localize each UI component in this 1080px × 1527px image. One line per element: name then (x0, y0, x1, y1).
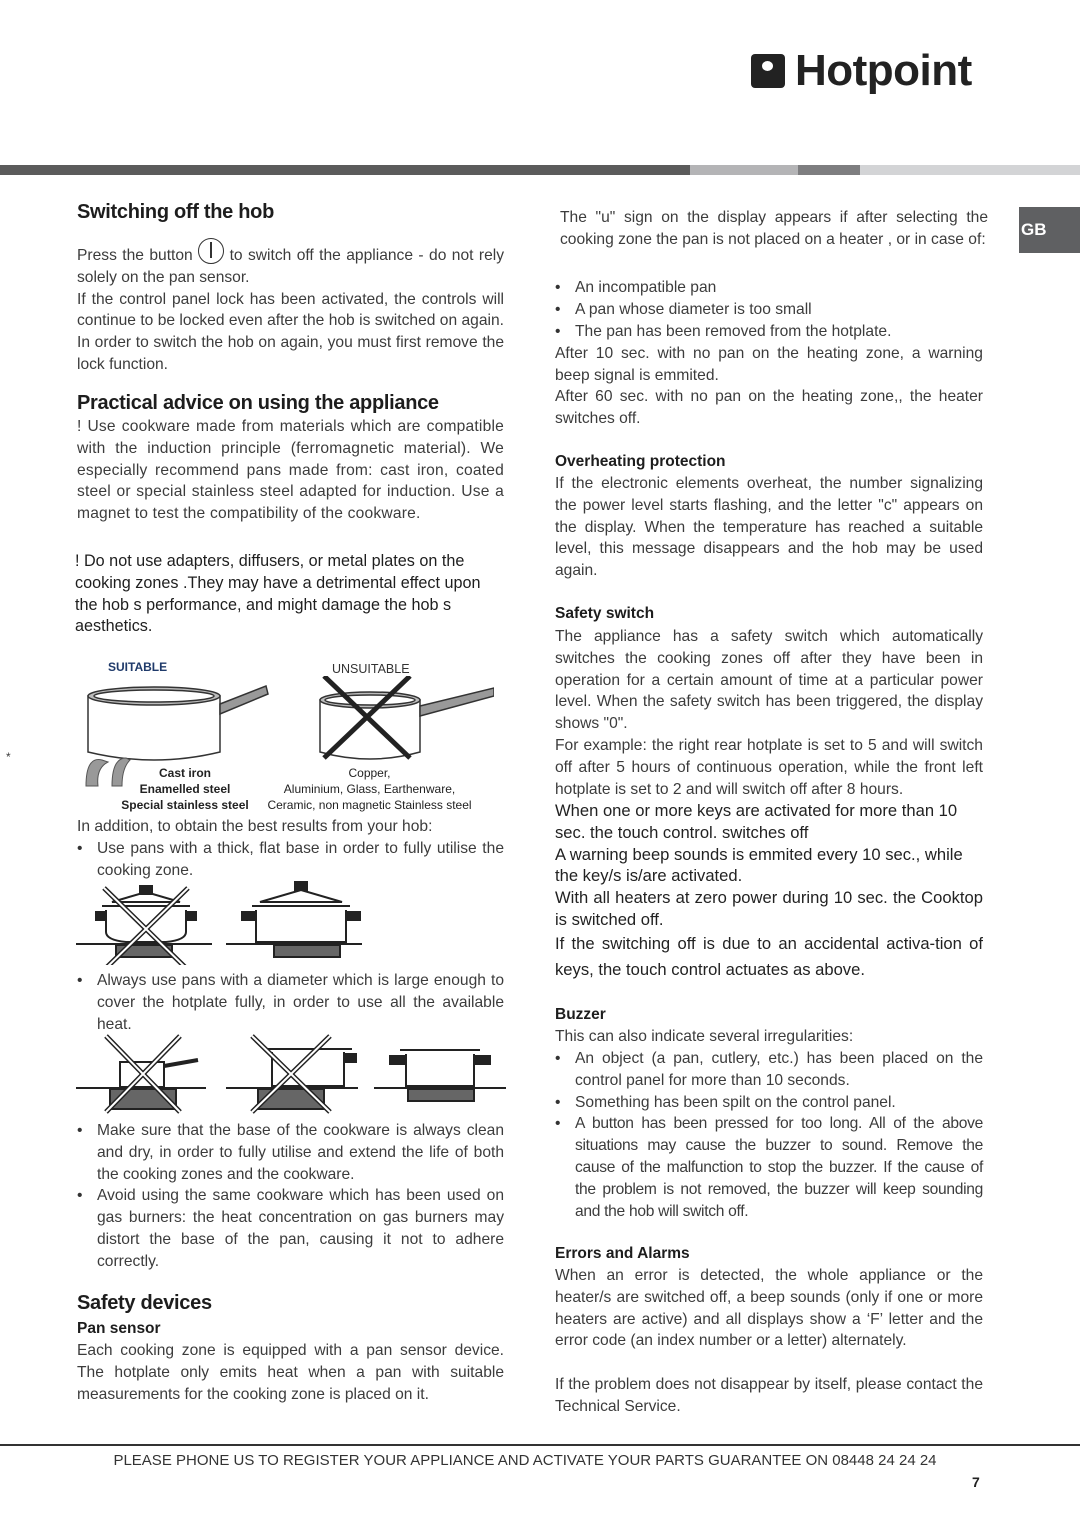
list-item: • A pan whose diameter is too small (555, 299, 983, 321)
list-item: • The pan has been removed from the hotplate. (555, 321, 983, 343)
header-bar-mid (798, 165, 860, 175)
list-item: • Avoid using the same cookware which has been used on gas burners: the heat concentration on gas burners may distort the base of the pan, causing it not to adhere correctly. (77, 1185, 504, 1272)
heading-switching-off: Switching off the hob (77, 201, 275, 223)
lock-text: If the control panel lock has been activated, the controls will continue to be locked even after the hob is switched on again. In order to switch the hob on again, you must first remove the lock function. (77, 290, 504, 373)
heading-safety-switch: Safety switch (555, 605, 655, 622)
keys-text-4: If the switching off is due to an accidental activa-tion of keys, the touch control actuates as above. (555, 933, 983, 979)
list-item: • An object (a pan, cutlery, etc.) has been placed on the control panel for more than 10 seconds. (555, 1048, 983, 1092)
heading-practical-advice: Practical advice on using the appliance (77, 392, 439, 414)
advice-para-1: ! Use cookware made from materials which are compatible with the induction principle (ferromagnetic material). We especially recommend pans made from: cast iron, coated steel or special stainless steel adapted for induction. Use a magnet to test the compatibility of the cookware. (77, 418, 504, 523)
page-number: 7 (972, 1474, 980, 1490)
errors-text: When an error is detected, the whole appliance or the heater/s are switched off, a beep sounds (only if one or more heaters are active) and all displays show a ‘F’ letter and the error code (an index number or a letter) alternately. (555, 1267, 983, 1350)
material: Aluminium, Glass, Earthenware, (283, 782, 456, 796)
hotpoint-logo (751, 46, 972, 96)
asterisk: * (6, 750, 11, 764)
material: Enamelled steel (139, 782, 231, 796)
material: Copper, (348, 766, 391, 780)
overheat-text: If the electronic elements overheat, the number signalizing the power level starts flashing, and the letter "c" appears on the display. When the temperature has reached a suitable level, this message disappears and the hob may be used again. (555, 475, 983, 580)
switch-text-b: to switch off the appliance - do not rely solely on the pan sensor. (77, 247, 505, 286)
unsuitable-label: UNSUITABLE (332, 662, 410, 676)
header-bar-dark (0, 165, 690, 175)
heading-errors-alarms: Errors and Alarms (555, 1245, 690, 1262)
addition-text: In addition, to obtain the best results from your hob: (77, 818, 433, 835)
pan-sensor-text: Each cooking zone is equipped with a pan sensor device. The hotplate only emits heat when a pan with suitable measurements for the cooking zone is placed on it. (77, 1342, 504, 1403)
advice-para-2: ! Do not use adapters, diffusers, or metal plates on the cooking zones .They may have a detrimental effect upon the hob s performance, and might damage the hob s aesthetics. (75, 552, 481, 636)
suitable-label: SUITABLE (108, 660, 168, 674)
material: Special stainless steel (121, 798, 249, 812)
switch-text-a: Press the button (77, 247, 193, 264)
list-item: • Something has been spilt on the control panel. (555, 1092, 983, 1114)
material: Cast iron (158, 766, 211, 780)
switch-off-text (77, 238, 504, 376)
header-bar-light (690, 165, 798, 175)
keys-text-1: When one or more keys are activated for more than 10 sec. the touch control. switches off (555, 801, 958, 842)
material: Ceramic, non magnetic Stainless steel (267, 798, 472, 812)
suitable-pan-icon (88, 686, 268, 760)
list-item: • A button has been pressed for too long. All of the above situations may cause the buzzer to sound. Remove the cause of the malfunction to stop the buzzer. If the cause of the problem is not removed, the buzzer will keep sounding and the hob will switch off. (555, 1113, 983, 1222)
logo-text: Hotpoint (795, 46, 972, 95)
list-item: • Always use pans with a diameter which is large enough to cover the hotplate fully, in order to use all the available heat. (77, 970, 504, 1035)
keys-text-2: A warning beep sounds is emmited every 10 sec., while the key/s is/are activated. (555, 844, 963, 886)
u-sign-text: The "u" sign on the display appears if after selecting the cooking zone the pan is not placed on a heater , or in case of: (560, 209, 988, 248)
header-bar-pale (860, 165, 1080, 175)
heading-overheating: Overheating protection (555, 453, 726, 470)
safety-switch-text: The appliance has a safety switch which automatically switches the cooking zones off after they have been in operation for a certain amount of time at a particular power level. When the safety switch has been triggered, the display shows "0". (555, 628, 983, 733)
buzzer-text: This can also indicate several irregularities: (555, 1028, 854, 1045)
ten-sec-text: After 10 sec. with no pan on the heating zone, a warning beep signal is emmited. (555, 345, 983, 384)
keys-text-3: With all heaters at zero power during 10 sec. the Cooktop is switched off. (555, 888, 983, 929)
errors-service-text: If the problem does not disappear by itself, please contact the Technical Service. (555, 1376, 983, 1415)
list-item: • An incompatible pan (555, 277, 983, 299)
diameter-illustration (76, 1032, 506, 1117)
suitable-materials (110, 765, 260, 813)
heading-pan-sensor: Pan sensor (77, 1320, 161, 1337)
power-button-icon (198, 238, 224, 264)
heading-safety-devices: Safety devices (77, 1292, 212, 1314)
language-tab: GB (1019, 207, 1080, 253)
footer-text: PLEASE PHONE US TO REGISTER YOUR APPLIANCE AND ACTIVATE YOUR PARTS GUARANTEE ON 08448 24 24 24 (113, 1452, 937, 1469)
footer-divider (0, 1444, 1080, 1446)
list-item: • Make sure that the base of the cookware is always clean and dry, in order to fully utilise and extend the life of both the cooking zones and the cookware. (77, 1120, 504, 1185)
safety-example-text: For example: the right rear hotplate is set to 5 and will switch off after 5 hours of continuous operation, while the front left hotplate is set to 2 and will switch off after 8 hours. (555, 737, 983, 798)
flat-base-illustration (76, 880, 366, 965)
sixty-sec-text: After 60 sec. with no pan on the heating zone,, the heater switches off. (555, 388, 983, 427)
logo-mark-icon (751, 54, 785, 88)
heading-buzzer: Buzzer (555, 1006, 606, 1023)
list-item: • Use pans with a thick, flat base in order to fully utilise the cooking zone. (77, 838, 504, 882)
unsuitable-materials (262, 765, 477, 813)
